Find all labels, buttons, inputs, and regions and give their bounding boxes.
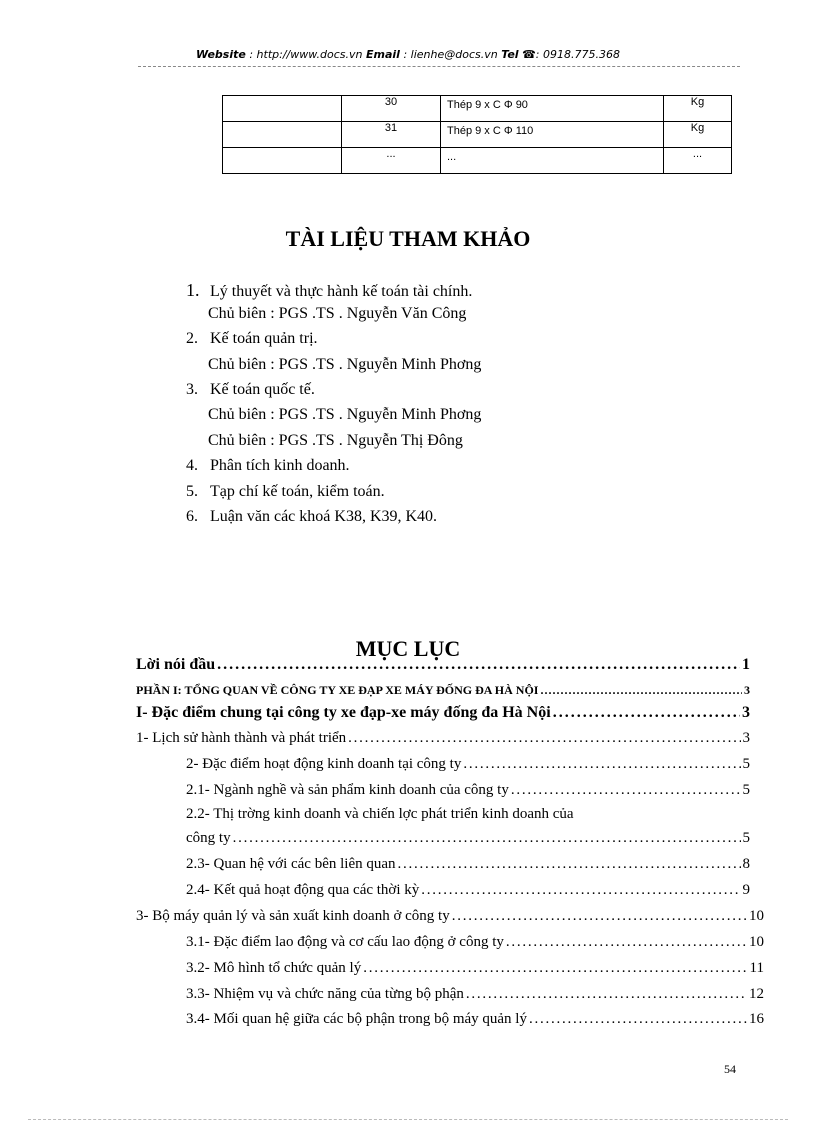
toc-entry[interactable] [136,656,750,674]
toc-dots [463,756,740,773]
toc-entry-text: 2.2- Thị trờng kinh doanh và chiến lợc phát triển kinh doanh của [186,806,574,822]
table-row [223,96,732,122]
toc-dots [233,830,741,847]
toc-entry-text: 2- Đặc điểm hoạt động kinh doanh tại công ty [186,756,462,772]
reference-number: 2. [186,330,198,347]
toc-entry-text: PHẦN I: TỔNG QUAN VỀ CÔNG TY XE ĐẠP XE MÁY ĐỐNG ĐA HÀ NỘI [136,683,539,697]
toc-dots [217,656,740,674]
reference-editor: Chủ biên : PGS .TS . Nguyễn Minh Phơng [208,356,482,373]
toc-entry-text: 2.3- Quan hệ với các bên liên quan [186,856,396,872]
reference-number: 5. [186,483,198,500]
toc-page: 5 [742,782,750,798]
toc-page: 8 [742,856,750,872]
reference-number: 1. [186,280,200,300]
toc-page: 3 [744,683,750,697]
toc-page: 5 [742,830,750,846]
toc-entry[interactable] [186,934,764,951]
tel-number: ☎: 0918.775.368 [522,48,620,61]
reference-item [186,330,318,348]
reference-number: 6. [186,508,198,525]
reference-item [186,483,385,501]
toc-entry-text: công ty [186,830,231,846]
toc-page: 1 [742,656,750,673]
toc-title: MỤC LỤC [355,636,461,661]
toc-entry[interactable] [186,882,750,899]
material-table [222,95,732,174]
toc-entry-text: 3- Bộ máy quản lý và sản xuất kinh doanh ở công ty [136,908,450,924]
toc-entry[interactable] [136,704,750,722]
unit: Kg [664,96,732,122]
row-number: ... [342,148,441,174]
reference-editor: Chủ biên : PGS .TS . Nguyễn Văn Công [208,305,467,322]
toc-dots [348,730,740,747]
unit: Kg [664,122,732,148]
reference-text: Phân tích kinh doanh. [210,457,350,474]
toc-entry[interactable] [186,856,750,873]
table-row [223,122,732,148]
footer-divider [28,1119,788,1120]
toc-entry[interactable] [186,806,750,823]
website-label: Website [196,48,246,61]
toc-page: 10 [749,934,764,950]
reference-number: 3. [186,381,198,398]
toc-dots [398,856,741,873]
toc-entry[interactable] [186,986,764,1003]
reference-editor: Chủ biên : PGS .TS . Nguyễn Minh Phơng [208,406,482,423]
toc-entry[interactable] [186,960,764,977]
toc-page: 9 [742,882,750,898]
row-number: 31 [342,122,441,148]
material-name: Thép 9 x C Φ 90 [441,96,664,122]
tel-label: Tel [501,48,519,61]
toc-page: 3 [742,730,750,746]
toc-entry-text: Lời nói đầu [136,656,216,673]
header-divider [138,66,740,67]
toc-entry[interactable] [186,830,750,847]
reference-item [186,280,472,301]
table-cell [223,96,342,122]
toc-page: 3 [742,704,750,721]
material-name: Thép 9 x C Φ 110 [441,122,664,148]
toc-dots [540,683,742,698]
toc-dots [553,704,740,722]
toc-entry-text: 1- Lịch sử hành thành và phát triển [136,730,347,746]
toc-dots [363,960,747,977]
references-title: TÀI LIỆU THAM KHẢO [285,226,531,251]
table-cell [223,148,342,174]
reference-text: Kế toán quản trị. [210,330,318,347]
toc-dots [466,986,747,1003]
reference-item [186,457,350,475]
toc-page: 10 [749,908,764,924]
toc-entry-text: 2.4- Kết quả hoạt động qua các thời kỳ [186,882,420,898]
reference-text: Lý thuyết và thực hành kế toán tài chính. [210,283,473,300]
toc-entry-text: 3.3- Nhiệm vụ và chức năng của từng bộ phận [186,986,464,1002]
toc-dots [529,1011,747,1028]
email-address[interactable]: : lienhe@docs.vn [403,48,498,61]
toc-entry-text: 3.4- Mối quan hệ giữa các bộ phận trong bộ máy quản lý [186,1011,527,1027]
toc-dots [421,882,740,899]
toc-entry-text: I- Đặc điểm chung tại công ty xe đạp-xe máy đống đa Hà Nội [136,704,551,721]
reference-editor: Chủ biên : PGS .TS . Nguyễn Thị Đông [208,432,463,449]
reference-text: Luận văn các khoá K38, K39, K40. [210,508,438,525]
toc-entry[interactable] [136,908,764,925]
email-label: Email [366,48,400,61]
page-header [0,48,816,61]
toc-entry[interactable] [186,782,750,799]
toc-entry-text: 3.2- Mô hình tổ chức quản lý [186,960,362,976]
page-number: 54 [724,1062,736,1076]
toc-dots [452,908,747,925]
toc-page: 16 [749,1011,764,1027]
row-number: 30 [342,96,441,122]
toc-entry-text: 2.1- Ngành nghề và sản phẩm kinh doanh của công ty [186,782,509,798]
toc-entry[interactable] [186,1011,764,1028]
toc-entry[interactable] [136,730,750,747]
reference-text: Kế toán quốc tế. [210,381,315,398]
material-name: ... [441,148,664,174]
table-row [223,148,732,174]
toc-entry[interactable] [136,683,750,698]
website-url[interactable]: : http://www.docs.vn [249,48,363,61]
reference-item [186,508,437,526]
table-cell [223,122,342,148]
reference-item [186,381,315,399]
toc-dots [506,934,747,951]
toc-entry-text: 3.1- Đặc điểm lao động và cơ cấu lao động ở công ty [186,934,504,950]
reference-text: Tạp chí kế toán, kiểm toán. [210,483,385,500]
toc-entry[interactable] [186,756,750,773]
unit: ... [664,148,732,174]
toc-page: 12 [749,986,764,1002]
toc-dots [511,782,741,799]
reference-number: 4. [186,457,198,474]
toc-page: 11 [749,960,764,976]
toc-page: 5 [742,756,750,772]
